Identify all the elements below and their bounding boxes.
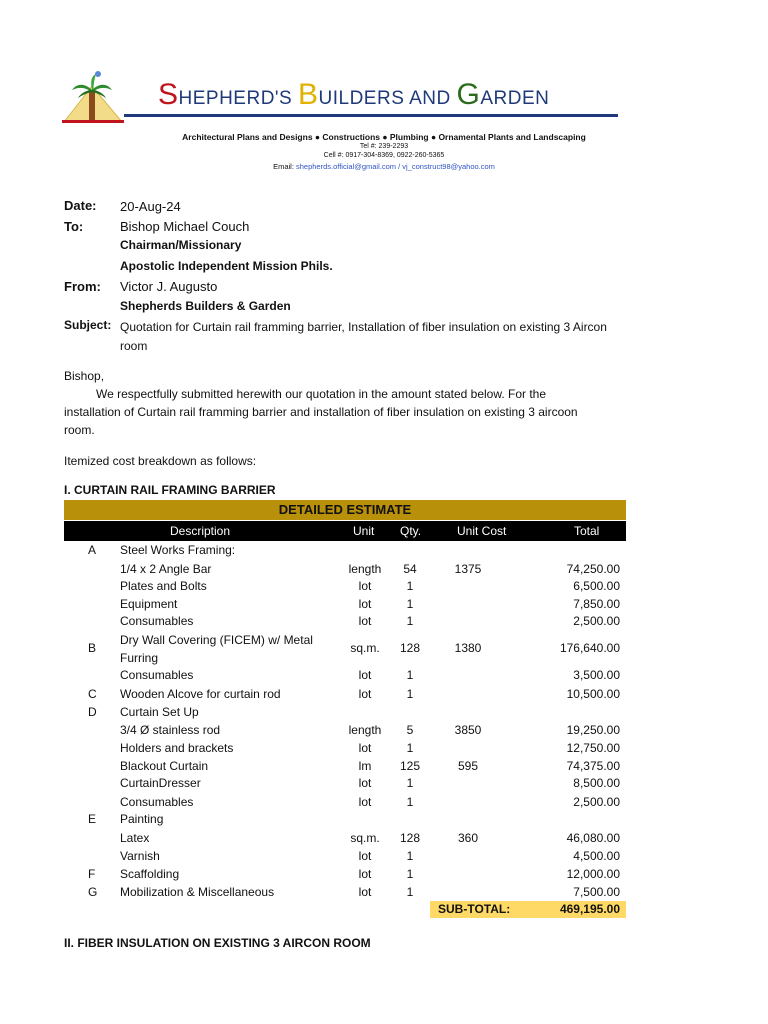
row-qty: 1 [406,614,414,628]
row-total: 10,500.00 [566,687,620,701]
row-description: Painting [120,812,164,826]
table-row [64,741,626,758]
company-initial-g: G [456,78,481,111]
row-total: 19,250.00 [566,723,620,737]
company-name [158,78,549,112]
row-qty: 5 [406,723,414,737]
table-row [64,633,626,667]
row-total: 8,500.00 [573,776,620,790]
row-letter: D [88,705,97,719]
row-description: Dry Wall Covering (FICEM) w/ Metal [120,633,313,647]
email-label: Email: [273,162,294,171]
row-description: Plates and Bolts [120,579,207,593]
header-unit-cost: Unit Cost [457,524,507,538]
row-qty: 1 [406,849,414,863]
row-unit: lot [358,849,372,863]
row-unit-cost: 595 [457,759,479,773]
row-qty: 1 [406,668,414,682]
row-unit: length [348,562,382,576]
row-total: 7,500.00 [573,885,620,899]
table-row [64,614,626,631]
row-qty: 1 [406,776,414,790]
row-total: 2,500.00 [573,614,620,628]
row-unit: length [348,723,382,737]
row-total: 74,375.00 [566,759,620,773]
row-unit: lm [358,759,372,773]
row-description: Curtain Set Up [120,705,199,719]
row-total: 6,500.00 [573,579,620,593]
cellphone-line: Cell #: 0917-304-8369, 0922-260-5365 [323,152,445,159]
row-description: Mobilization & Miscellaneous [120,885,275,899]
row-description: Wooden Alcove for curtain rod [120,687,281,701]
section-1-title: I. CURTAIN RAIL FRAMING BARRIER [64,483,276,497]
header-description: Description [170,524,231,538]
row-unit-cost: 3850 [454,723,482,737]
table-row [64,812,626,829]
email-line [0,162,768,171]
row-description: Varnish [120,849,160,863]
row-description: CurtainDresser [120,776,201,790]
row-unit: lot [358,668,372,682]
company-logo [62,68,124,124]
row-unit: lot [358,687,372,701]
row-qty: 128 [399,831,421,845]
row-unit: lot [358,579,372,593]
body-paragraph: We respectfully submitted herewith our quotation in the amount stated below. For the installation of Curtain rail framming barrier and installation of fiber insulation on existing 3 aircoon room. [64,387,578,437]
row-description: Equipment [120,597,178,611]
row-total: 12,000.00 [566,867,620,881]
to-organization: Apostolic Independent Mission Phils. [120,259,333,273]
table-row [64,867,626,884]
table-row [64,705,626,722]
row-letter: A [88,543,97,557]
date-label: Date: [64,198,97,213]
subtotal-label: SUB-TOTAL: [438,902,511,916]
row-qty: 125 [399,759,421,773]
table-row [64,668,626,685]
company-word-3: ARDEN [480,88,550,109]
table-row [64,562,626,579]
row-description: Scaffolding [120,867,180,881]
row-description: Holders and brackets [120,741,234,755]
table-row [64,723,626,740]
company-word-1: HEPHERD'S [178,88,298,109]
date-value: 20-Aug-24 [120,199,181,214]
row-description: 3/4 Ø stainless rod [120,723,221,737]
row-description: Steel Works Framing: [120,543,236,557]
row-qty: 54 [403,562,417,576]
row-letter: B [88,641,97,655]
subtotal-row [430,901,626,918]
email-link[interactable]: shepherds.official@gmail.com / vj_construct98@yahoo.com [296,162,495,171]
row-total: 4,500.00 [573,849,620,863]
header-divider [124,114,618,117]
row-total: 12,750.00 [566,741,620,755]
estimate-title: DETAILED ESTIMATE [64,500,626,520]
row-total: 46,080.00 [566,831,620,845]
row-qty: 1 [406,795,414,809]
row-unit: lot [358,867,372,881]
to-name: Bishop Michael Couch [120,219,250,234]
row-total: 2,500.00 [573,795,620,809]
header-qty: Qty. [400,524,422,538]
row-qty: 1 [406,597,414,611]
row-letter: F [88,867,96,881]
row-unit: lot [358,885,372,899]
row-total: 176,640.00 [559,641,620,655]
row-description-line-2: Furring [120,651,159,665]
section-2-title: II. FIBER INSULATION ON EXISTING 3 AIRCON ROOM [64,936,371,950]
table-row [64,759,626,776]
row-qty: 1 [406,579,414,593]
row-unit: lot [358,776,372,790]
row-unit-cost: 360 [457,831,479,845]
table-row [64,579,626,596]
row-letter: C [88,687,97,701]
telephone-line: Tel #: 239-2293 [359,143,409,150]
row-total: 74,250.00 [566,562,620,576]
itemized-intro: Itemized cost breakdown as follows: [64,454,257,468]
to-label: To: [64,219,84,234]
table-row [64,831,626,848]
subject-text: Quotation for Curtain rail framming barrier, Installation of fiber insulation on existing 3 Aircon room [120,320,607,353]
row-description: Blackout Curtain [120,759,209,773]
services-line: Architectural Plans and Designs ● Constructions ● Plumbing ● Ornamental Plants and Landscaping [182,132,586,142]
subtotal-value: 469,195.00 [559,902,620,916]
header-unit: Unit [353,524,375,538]
table-row [64,543,626,560]
row-total: 3,500.00 [573,668,620,682]
table-row [64,687,626,704]
from-label: From: [64,279,101,294]
row-unit: sq.m. [350,831,380,845]
row-letter: E [88,812,97,826]
table-row [64,885,626,902]
row-unit-cost: 1375 [454,562,482,576]
table-row [64,849,626,866]
company-initial-s: S [158,78,179,111]
row-description: Consumables [120,614,194,628]
row-description: 1/4 x 2 Angle Bar [120,562,212,576]
row-description: Consumables [120,795,194,809]
salutation: Bishop, [64,369,105,383]
row-qty: 1 [406,885,414,899]
row-unit: lot [358,614,372,628]
from-organization: Shepherds Builders & Garden [120,299,291,313]
row-description: Latex [120,831,150,845]
row-unit: lot [358,741,372,755]
row-letter: G [88,885,98,899]
row-description: Consumables [120,668,194,682]
header-total: Total [574,524,600,538]
subject-label: Subject: [64,318,112,332]
row-unit-cost: 1380 [454,641,482,655]
row-total: 7,850.00 [573,597,620,611]
row-qty: 1 [406,741,414,755]
row-qty: 128 [399,641,421,655]
company-initial-b: B [298,78,319,111]
company-word-2: UILDERS AND [318,88,457,109]
row-qty: 1 [406,867,414,881]
table-row [64,776,626,793]
row-qty: 1 [406,687,414,701]
table-row [64,795,626,812]
table-row [64,597,626,614]
row-unit: sq.m. [350,641,380,655]
row-unit: lot [358,795,372,809]
from-name: Victor J. Augusto [120,279,218,294]
estimate-header-row [64,521,626,541]
to-title: Chairman/Missionary [120,238,242,252]
row-unit: lot [358,597,372,611]
